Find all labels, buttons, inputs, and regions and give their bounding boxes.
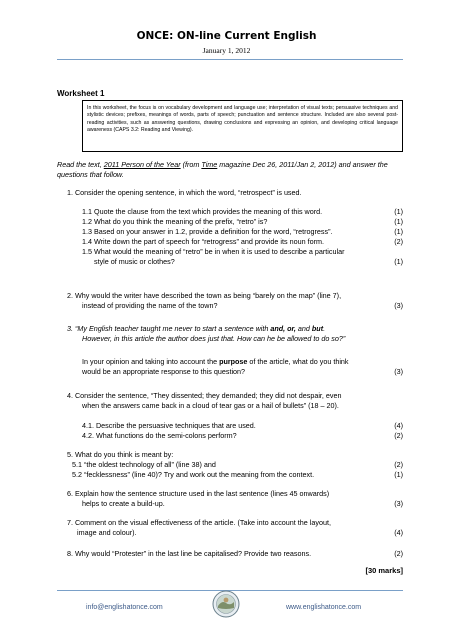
article-title-link[interactable]: 2011 Person of the Year	[103, 160, 181, 169]
question-1-5: 1.5 What would the meaning of “retro” be in when it is used to describe a particular	[82, 247, 345, 256]
question-3-pre: 3. “My English teacher taught me never to start a sentence with	[67, 324, 271, 333]
marks-8: (2)	[394, 549, 403, 558]
question-4-text: 4. Consider the sentence, “They dissented; they demanded; they did not despair, even	[67, 391, 342, 400]
question-5-2: 5.2 “fecklessness” (line 40)? Try and work out the meaning from the context.	[72, 470, 315, 479]
question-3-purpose: purpose	[219, 357, 248, 366]
question-3-prompt-pre: In your opinion and taking into account the	[82, 357, 220, 366]
question-2	[57, 291, 403, 311]
question-1-4: 1.4 Write down the part of speech for “retrogress” and provide its noun form.	[82, 237, 324, 246]
question-1-5-cont: style of music or clothes?	[94, 257, 175, 266]
total-marks: [30 marks]	[365, 566, 403, 575]
question-4-parts	[82, 421, 403, 441]
intro-text-post: magazine Dec 26, 2011/Jan 2, 2012) and answer the questions that follow.	[57, 160, 388, 179]
question-8-text: 8. Why would “Protester” in the last line be capitalised? Provide two reasons.	[67, 549, 312, 558]
question-3-post: .	[323, 324, 326, 333]
intro-text-mid: (from	[180, 160, 202, 169]
question-5-1: 5.1 “the oldest technology of all” (line 38) and	[72, 460, 216, 469]
marks-4-1: (4)	[394, 421, 403, 430]
once-seal-icon	[212, 590, 240, 618]
footer-email-link[interactable]: info@englishatonce.com	[86, 604, 163, 611]
marks-1-1: (1)	[394, 207, 403, 216]
marks-5-1: (2)	[394, 460, 403, 469]
marks-1-5: (1)	[394, 257, 403, 266]
question-1-text: 1. Consider the opening sentence, in which the word, “retrospect” is used.	[67, 188, 302, 197]
question-3-mid: and	[295, 324, 312, 333]
question-4-2: 4.2. What functions do the semi-colons perform?	[82, 431, 237, 440]
question-3-bold-2: but	[311, 324, 324, 333]
marks-7: (4)	[394, 528, 403, 537]
question-3-prompt-cont: would be an appropriate response to this question?	[82, 367, 246, 376]
question-7-cont: image and colour).	[77, 528, 137, 537]
question-5-text: 5. What do you think is meant by:	[67, 450, 174, 459]
question-7-text: 7. Comment on the visual effectiveness of the article. (Take into account the layout,	[67, 518, 331, 527]
question-1-parts	[82, 207, 403, 267]
header-divider	[57, 59, 403, 60]
question-2-cont: instead of providing the name of the town?	[82, 301, 218, 310]
question-6-text: 6. Explain how the sentence structure used in the last sentence (lines 45 onwards)	[67, 489, 330, 498]
magazine-link[interactable]: Time	[201, 160, 218, 169]
worksheet-title: Worksheet 1	[57, 89, 105, 98]
question-3-bold-1: and, or,	[270, 324, 296, 333]
marks-2: (3)	[394, 301, 403, 310]
question-1	[57, 188, 403, 198]
marks-4-2: (2)	[394, 431, 403, 440]
marks-1-4: (2)	[394, 237, 403, 246]
question-7	[57, 518, 403, 538]
marks-6: (3)	[394, 499, 403, 508]
reading-instructions	[57, 160, 407, 180]
question-1-3: 1.3 Based on your answer in 1.2, provide a definition for the word, “retrogress”.	[82, 227, 333, 236]
page-header-title: ONCE: ON-line Current English	[136, 30, 317, 42]
marks-3: (3)	[394, 367, 403, 376]
question-6	[57, 489, 403, 509]
question-3-prompt-post: of the article, what do you think	[247, 357, 349, 366]
question-3-cont: However, in this article the author does just that. How can he be allowed to do so?”	[82, 334, 346, 343]
intro-text-pre: Read the text,	[57, 160, 104, 169]
question-6-cont: helps to create a build-up.	[82, 499, 165, 508]
question-1-2: 1.2 What do you think the meaning of the prefix, “retro” is?	[82, 217, 268, 226]
question-3-prompt	[82, 357, 403, 377]
question-8	[57, 549, 403, 559]
question-2-text: 2. Why would the writer have described the town as being “barely on the map” (line 7),	[67, 291, 342, 300]
question-4	[57, 391, 403, 411]
question-4-1: 4.1. Describe the persuasive techniques that are used.	[82, 421, 256, 430]
marks-1-3: (1)	[394, 227, 403, 236]
question-5	[57, 450, 403, 480]
question-1-1: 1.1 Quote the clause from the text which provides the meaning of this word.	[82, 207, 323, 216]
question-3	[57, 324, 403, 344]
footer-website-link[interactable]: www.englishatonce.com	[286, 604, 362, 611]
marks-5-2: (1)	[394, 470, 403, 479]
page-header-date: January 1, 2012	[202, 46, 251, 55]
worksheet-focus-note: In this worksheet, the focus is on vocabulary development and language use; interpretation of visual texts; persuasive techniques and stylistic devices; prefixes, meanings of words, parts of speech; punctuation and sentence structure. Included are also several post-reading activities, such as answering questions, drawing conclusions and expressing an opinion, and developing critical language awareness (CAPS 3.2: Reading and Viewing).	[82, 100, 403, 152]
question-4-cont: when the answers came back in a cloud of tear gas or a hail of bullets” (18 – 20).	[82, 401, 339, 410]
marks-1-2: (1)	[394, 217, 403, 226]
